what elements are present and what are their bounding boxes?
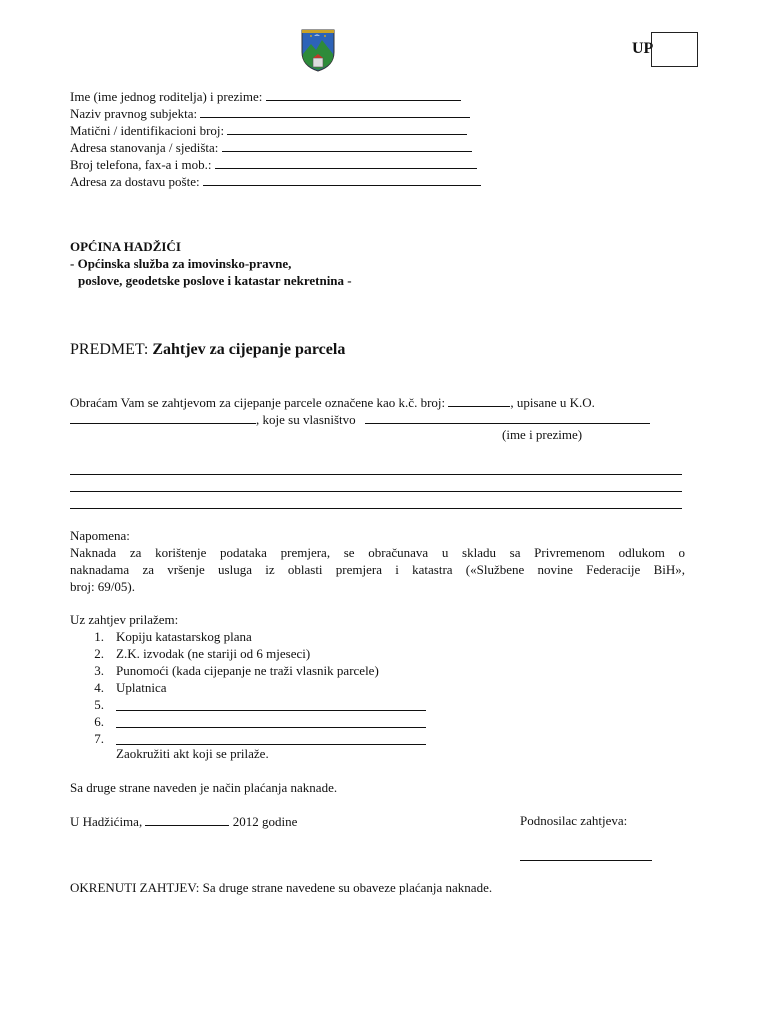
subject-title: Zahtjev za cijepanje parcela	[152, 341, 346, 358]
case-number-box[interactable]	[651, 32, 698, 67]
description-line-2[interactable]	[70, 491, 682, 492]
parcel-number-blank[interactable]	[448, 394, 510, 407]
note-text-line1: Naknada za korištenje podataka premjera, se obračunava u skladu sa Privremenom odlukom o	[70, 545, 685, 560]
field-blank[interactable]	[227, 122, 467, 135]
field-blank[interactable]	[222, 139, 472, 152]
recipient-service: - Općinska služba za imovinsko-pravne,	[70, 256, 292, 271]
attachments-heading: Uz zahtjev prilažem:	[70, 612, 179, 627]
request-text: , koje su vlasništvo	[256, 412, 356, 427]
field-label: Broj telefona, fax-a i mob.:	[70, 157, 212, 172]
note-heading: Napomena:	[70, 528, 130, 543]
date-blank[interactable]	[145, 813, 229, 826]
field-legal-entity[interactable]	[70, 105, 470, 122]
owner-name-blank[interactable]	[365, 411, 650, 424]
recipient-service-continued: poslove, geodetske poslove i katastar nekretnina -	[78, 273, 352, 288]
note-text-line2: naknadama za vršenje usluga iz oblasti premjera i katastra («Službene novine Federacije BiH»,	[70, 562, 685, 577]
field-blank[interactable]	[215, 156, 477, 169]
field-address[interactable]	[70, 139, 472, 156]
place-date-line	[70, 813, 297, 830]
field-label: Ime (ime jednog roditelja) i prezime:	[70, 89, 263, 104]
owner-caption: (ime i prezime)	[502, 427, 583, 442]
attachment-blank[interactable]	[116, 698, 426, 711]
year-suffix: 2012 godine	[232, 814, 298, 829]
field-blank[interactable]	[266, 88, 461, 101]
attachment-blank[interactable]	[116, 732, 426, 745]
field-label: Adresa za dostavu pošte:	[70, 174, 200, 189]
place-prefix: U Hadžićima,	[70, 814, 143, 829]
signature-label: Podnosilac zahtjeva:	[520, 813, 628, 828]
request-text: Obraćam Vam se zahtjevom za cijepanje parcele označene kao k.č. broj:	[70, 395, 446, 410]
recipient-municipality: OPĆINA HADŽIĆI	[70, 239, 181, 254]
field-label: Naziv pravnog subjekta:	[70, 106, 198, 121]
note-text-line3: broj: 69/05).	[70, 579, 135, 594]
description-line-3[interactable]	[70, 508, 682, 509]
description-line-1[interactable]	[70, 474, 682, 475]
attachment-instruction: Zaokružiti akt koji se prilaže.	[116, 746, 269, 761]
cadastral-municipality-blank[interactable]	[70, 411, 256, 424]
turn-over-note: OKRENUTI ZAHTJEV: Sa druge strane navedene su obaveze plaćanja naknade.	[70, 880, 493, 895]
request-sentence-line2	[70, 411, 650, 428]
field-blank[interactable]	[200, 105, 470, 118]
field-phone[interactable]	[70, 156, 477, 173]
request-sentence-line1	[70, 394, 595, 411]
subject-prefix: PREDMET:	[70, 341, 149, 358]
field-mailing-address[interactable]	[70, 173, 481, 190]
field-applicant-name[interactable]	[70, 88, 461, 105]
coat-of-arms-icon	[300, 28, 336, 72]
field-label: Matični / identifikacioni broj:	[70, 123, 225, 138]
signature-line[interactable]	[520, 860, 652, 861]
field-blank[interactable]	[203, 173, 481, 186]
case-label: UP	[632, 40, 654, 57]
payment-note: Sa druge strane naveden je način plaćanja naknade.	[70, 780, 338, 795]
request-text: , upisane u K.O.	[510, 395, 595, 410]
field-label: Adresa stanovanja / sjedišta:	[70, 140, 219, 155]
attachment-blank[interactable]	[116, 715, 426, 728]
field-id-number[interactable]	[70, 122, 467, 139]
subject-line	[70, 341, 345, 359]
